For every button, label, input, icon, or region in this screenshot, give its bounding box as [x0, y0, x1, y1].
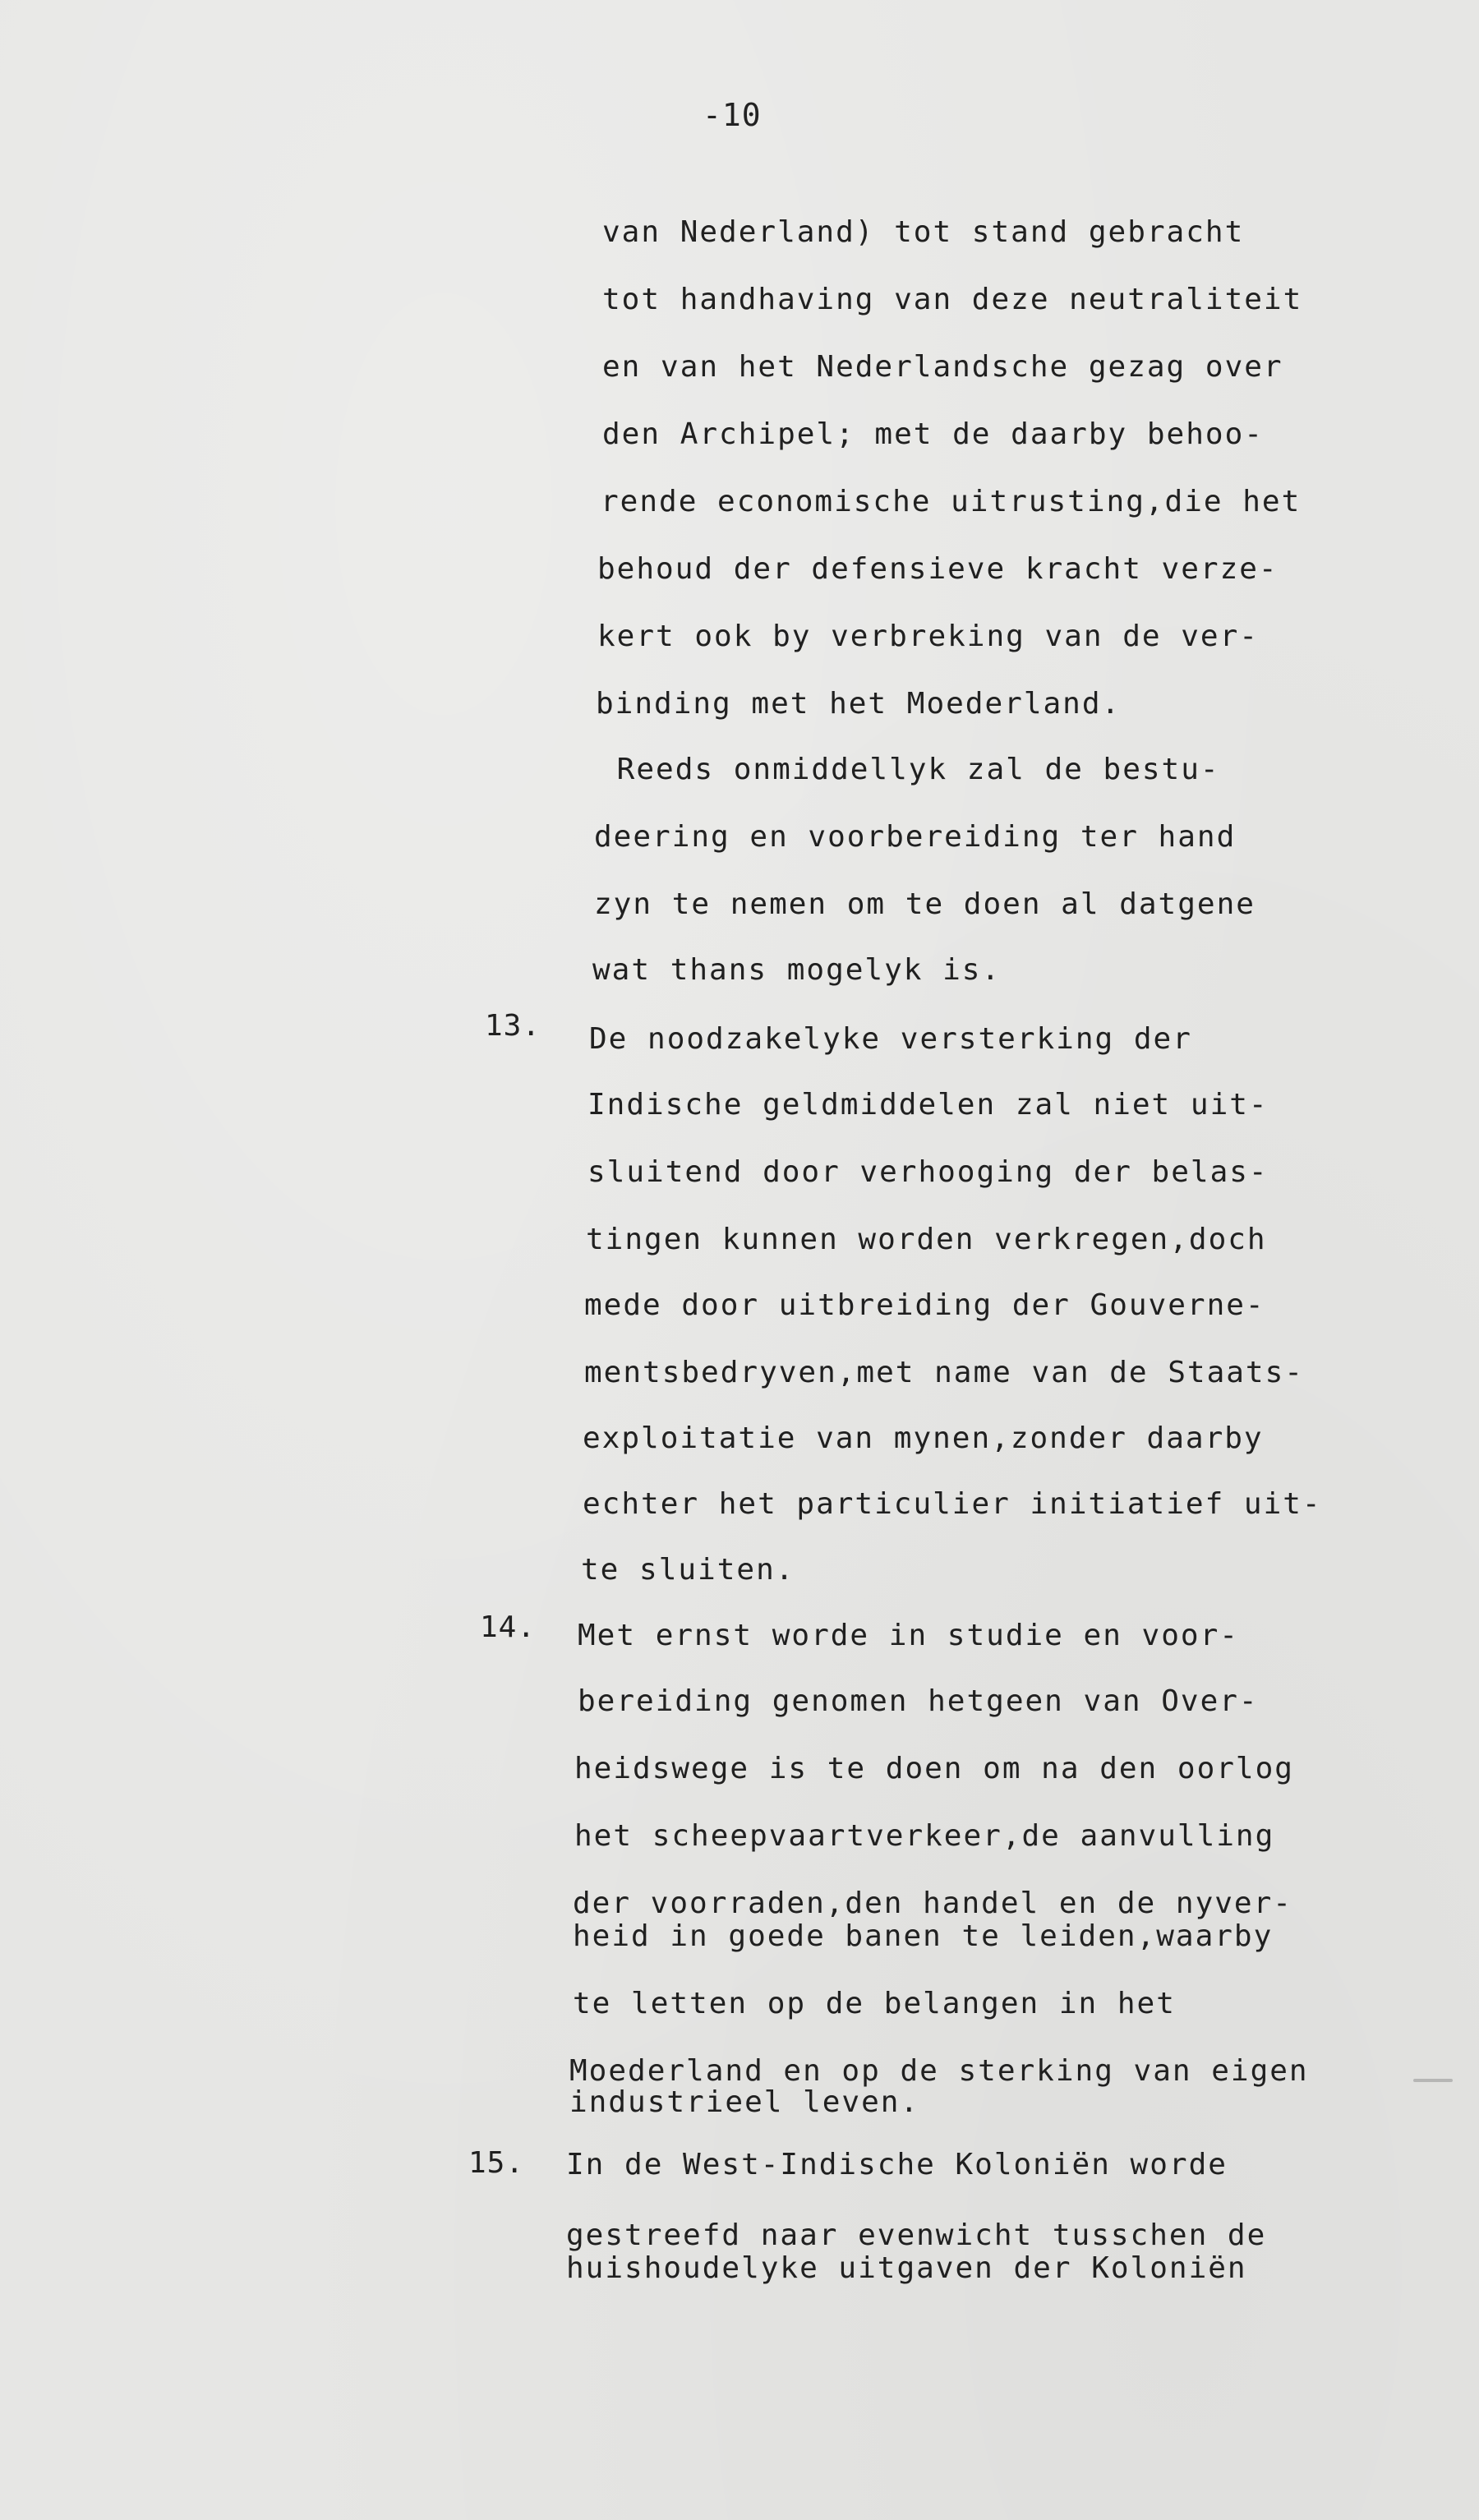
text-line: huishoudelyke uitgaven der Koloniën: [566, 2251, 1247, 2285]
text-line: heid in goede banen te leiden,waarby: [573, 1919, 1274, 1953]
text-line: echter het particulier initiatief uit-: [583, 1487, 1322, 1521]
text-line: van Nederland) tot stand gebracht: [602, 215, 1245, 249]
text-line: Indische geldmiddelen zal niet uit-: [587, 1088, 1269, 1122]
text-line: rende economische uitrusting,die het: [601, 485, 1302, 518]
text-line: sluitend door verhooging der belas-: [587, 1155, 1269, 1189]
paragraph-number: 15.: [468, 2146, 525, 2180]
text-line: mentsbedryven,met name van de Staats-: [584, 1356, 1304, 1389]
text-line: binding met het Moederland.: [596, 687, 1122, 721]
text-line: het scheepvaartverkeer,de aanvulling: [574, 1819, 1275, 1853]
text-line: zyn te nemen om te doen al datgene: [594, 887, 1256, 921]
text-line: Met ernst worde in studie en voor-: [578, 1619, 1239, 1652]
text-line: In de West-Indische Koloniën worde: [566, 2148, 1228, 2181]
text-line: bereiding genomen hetgeen van Over-: [578, 1684, 1259, 1718]
text-line: en van het Nederlandsche gezag over: [602, 350, 1283, 384]
text-line: heidswege is te doen om na den oorlog: [574, 1752, 1294, 1785]
text-line: De noodzakelyke versterking der: [589, 1022, 1192, 1056]
paragraph-number: 14.: [480, 1610, 537, 1644]
text-line: Moederland en op de sterking van eigen: [569, 2054, 1309, 2088]
paragraph-number: 13.: [485, 1009, 541, 1043]
text-line: gestreefd naar evenwicht tusschen de: [566, 2218, 1267, 2252]
text-line: tingen kunnen worden verkregen,doch: [586, 1223, 1267, 1256]
text-line: der voorraden,den handel en de nyver-: [573, 1887, 1292, 1920]
paper-mark: [1413, 2079, 1453, 2082]
text-line: den Archipel; met de daarby behoo-: [602, 417, 1264, 451]
text-line: mede door uitbreiding der Gouverne-: [584, 1288, 1265, 1322]
text-line: te sluiten.: [581, 1553, 795, 1587]
text-line: wat thans mogelyk is.: [592, 953, 1002, 987]
text-line: behoud der defensieve kracht verze-: [597, 552, 1279, 586]
text-line: exploitatie van mynen,zonder daarby: [583, 1421, 1264, 1455]
text-line: industrieel leven.: [569, 2085, 920, 2119]
page-number: -10: [703, 97, 762, 133]
text-line: Reeds onmiddellyk zal de bestu-: [597, 753, 1220, 786]
text-line: te letten op de belangen in het: [573, 1987, 1176, 2020]
text-line: kert ook by verbreking van de ver-: [597, 620, 1259, 653]
text-line: deering en voorbereiding ter hand: [594, 820, 1237, 854]
text-line: tot handhaving van deze neutraliteit: [602, 283, 1303, 316]
